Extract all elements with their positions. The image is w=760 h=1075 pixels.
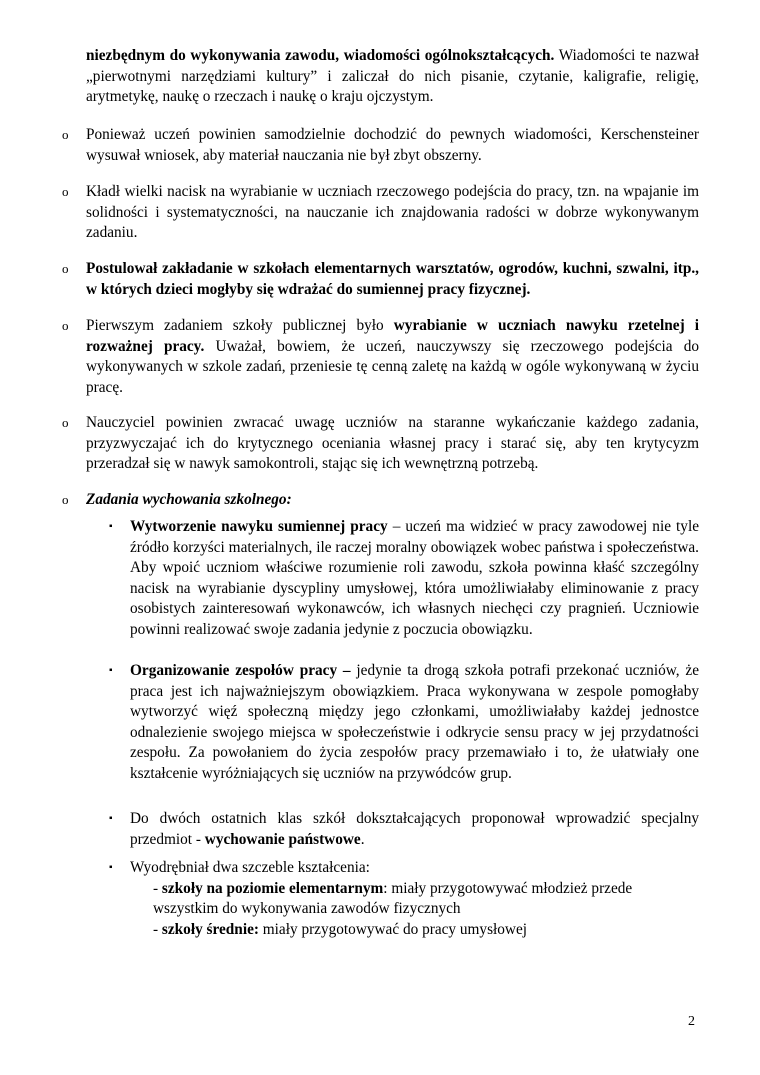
square-bullet-marker: ▪ bbox=[109, 521, 113, 532]
level-item: - szkoły na poziomie elementarnym: miały przygotowywać młodzież przede wszystkim do wykonywania zawodów fizycznych bbox=[153, 879, 633, 917]
bullet-marker: o bbox=[62, 415, 69, 430]
square-bullet-marker: ▪ bbox=[109, 813, 113, 824]
bullet-marker: o bbox=[62, 184, 69, 199]
bullet-paragraph: Ponieważ uczeń powinien samodzielnie dochodzić do pewnych wiadomości, Kerschensteiner wysuwał wniosek, aby materiał nauczania nie był zbyt obszerny. bbox=[86, 126, 699, 164]
section-heading: Zadania wychowania szkolnego: bbox=[86, 491, 292, 508]
bullet-marker: o bbox=[62, 261, 69, 276]
bullet-paragraph: Pierwszym zadaniem szkoły publicznej było wyrabianie w uczniach nawyku rzetelnej i rozważnej pracy. Uważał, bowiem, że uczeń, nauczywszy się rzeczowego podejścia do wykonywanych w szkole zadań, przeniesie tę cenną zaletę na każdą w ogóle wykonywaną w życiu pracę. bbox=[86, 317, 699, 396]
bullet-paragraph: Postulował zakładanie w szkołach elementarnych warsztatów, ogrodów, kuchni, szwalni, itp., w których dzieci mogłyby się wdrażać do sumiennej pracy fizycznej. bbox=[86, 260, 699, 298]
bullet-paragraph: Kładł wielki nacisk na wyrabianie w uczniach rzeczowego podejścia do pracy, tzn. na wpajanie im solidności i systematyczności, na nauczanie ich znajdowania radości w dobrze wykonywanym zadaniu. bbox=[86, 183, 699, 241]
sub-bullet-paragraph: Do dwóch ostatnich klas szkół dokształcających proponował wprowadzić specjalny przedmiot - wychowanie państwowe. bbox=[130, 810, 699, 848]
bullet-marker: o bbox=[62, 492, 69, 507]
page-number: 2 bbox=[688, 1014, 695, 1029]
bullet-marker: o bbox=[62, 127, 69, 142]
level-item: - szkoły średnie: miały przygotowywać do pracy umysłowej bbox=[153, 920, 528, 938]
sub-bullet-paragraph: Organizowanie zespołów pracy – jedynie ta drogą szkoła potrafi przekonać uczniów, że praca jest ich najważniejszym obowiązkiem. Praca wykonywana w zespole pomogłaby wytworzyć więź społeczną między jego członkami, umożliwiałaby każdej jednostce odnalezienie swojego miejsca w społeczeństwie i odkrycie sensu pracy w jej przydatności zespołu. Za powołaniem do życia zespołów pracy przemawiało i to, że ułatwiały one kształcenie wyróżniających się uczniów na przywódców grup. bbox=[130, 662, 700, 782]
paragraph-continuation: niezbędnym do wykonywania zawodu, wiadomości ogólnokształcących. Wiadomości te nazwał „pierwotnymi narzędziami kultury” i zaliczał do nich pisanie, czytanie, kaligrafie, religię, arytmetykę, naukę o rzeczach i naukę o kraju ojczystym. bbox=[86, 47, 699, 105]
sub-bullet-paragraph: Wyodrębniał dwa szczeble kształcenia: - szkoły na poziomie elementarnym: miały przygotowywać młodzież przede wszystkim do wykonywania zawodów fizycznych - szkoły średnie: miały przygotowywać do pracy umysłowej bbox=[130, 858, 699, 940]
sub-bullet-paragraph: Wytworzenie nawyku sumiennej pracy – uczeń ma widzieć w pracy zawodowej nie tyle źródło korzyści materialnych, ile raczej moralny obowiązek wobec państwa i społeczeństwa. Aby wpoić uczniom właściwe rozumienie roli zawodu, szkoła powinna kłaść szczególny nacisk na wyrabianie dyscypliny umysłowej, która umożliwiałaby eliminowanie z pracy osobistych zainteresowań wykonawców, ich własnych niechęci czy pragnień. Uczniowie powinni realizować swoje zadania jedynie z poczucia obowiązku. bbox=[130, 518, 699, 638]
square-bullet-marker: ▪ bbox=[109, 665, 113, 676]
square-bullet-marker: ▪ bbox=[109, 862, 113, 873]
bullet-marker: o bbox=[62, 318, 69, 333]
bullet-paragraph: Nauczyciel powinien zwracać uwagę uczniów na staranne wykańczanie każdego zadania, przyzwyczajać ich do krytycznego oceniania własnej pracy i starać się, aby ten krytycyzm przeradzał się w nawyk samokontroli, stając się ich wewnętrzną potrzebą. bbox=[86, 414, 699, 472]
